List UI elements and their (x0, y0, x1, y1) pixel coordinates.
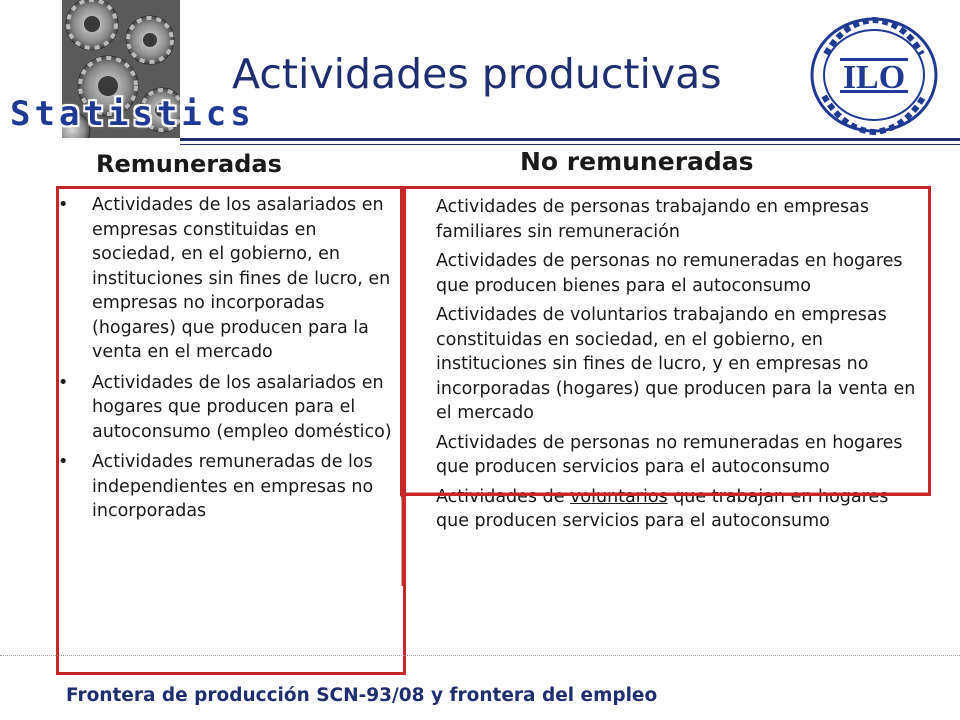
list-item-text-end: que trabajan en hogares que producen servicios para el autoconsumo (436, 486, 889, 531)
bullet-icon: • (58, 372, 69, 393)
bullet-icon: • (398, 486, 409, 507)
voluntarios-link[interactable]: voluntarios (570, 486, 668, 507)
bullet-icon: • (398, 197, 409, 217)
boundary-connector (400, 492, 940, 588)
page-title: Actividades productivas (232, 50, 722, 98)
bullet-icon: • (398, 251, 409, 271)
statistics-logo: Statistics (10, 94, 255, 134)
header-rule-thin (180, 144, 960, 145)
footer-divider (0, 655, 960, 656)
list-item-text: Actividades de personas trabajando en empresas familiares sin remuneración (436, 197, 869, 242)
heading-no-remuneradas: No remuneradas (520, 147, 754, 176)
ilo-emblem-icon (804, 14, 944, 136)
ilo-logo-text: ILO (842, 59, 906, 96)
list-item-text: Actividades de los asalariados en empresas constituidas en sociedad, en el gobierno, en instituciones sin fines de lucro, en empresas no incorporadas (hogares) que producen para la venta en el mercado (92, 195, 391, 362)
list-item-text-start: Actividades de (436, 486, 571, 507)
heading-remuneradas: Remuneradas (96, 150, 282, 178)
remuneradas-boundary-box (56, 186, 409, 675)
bullet-icon: • (398, 432, 409, 453)
list-item-text: Actividades de voluntarios trabajando en empresas constituidas en sociedad, en el gobierno, en instituciones sin fines de lucro, y en empresas no incorporadas (hogares) que producen para la venta en el mercado (436, 305, 916, 423)
bullet-icon: • (398, 305, 409, 325)
list-item-text: Actividades remuneradas de los independientes en empresas no incorporadas (92, 452, 374, 521)
bullet-icon: • (58, 452, 69, 472)
no-remuneradas-boundary-box (400, 186, 931, 496)
bullet-icon: • (58, 195, 69, 215)
list-item-text: Actividades de personas no remuneradas en hogares que producen servicios para el autoconsumo (436, 432, 903, 477)
header-rule (180, 138, 960, 141)
ilo-logo (804, 14, 944, 136)
list-item-text: Actividades de los asalariados en hogares que producen para el autoconsumo (empleo doméstico) (92, 372, 392, 442)
footer-caption: Frontera de producción SCN-93/08 y frontera del empleo (66, 685, 658, 706)
list-item-text: Actividades de personas no remuneradas en hogares que producen bienes para el autoconsumo (436, 251, 903, 296)
